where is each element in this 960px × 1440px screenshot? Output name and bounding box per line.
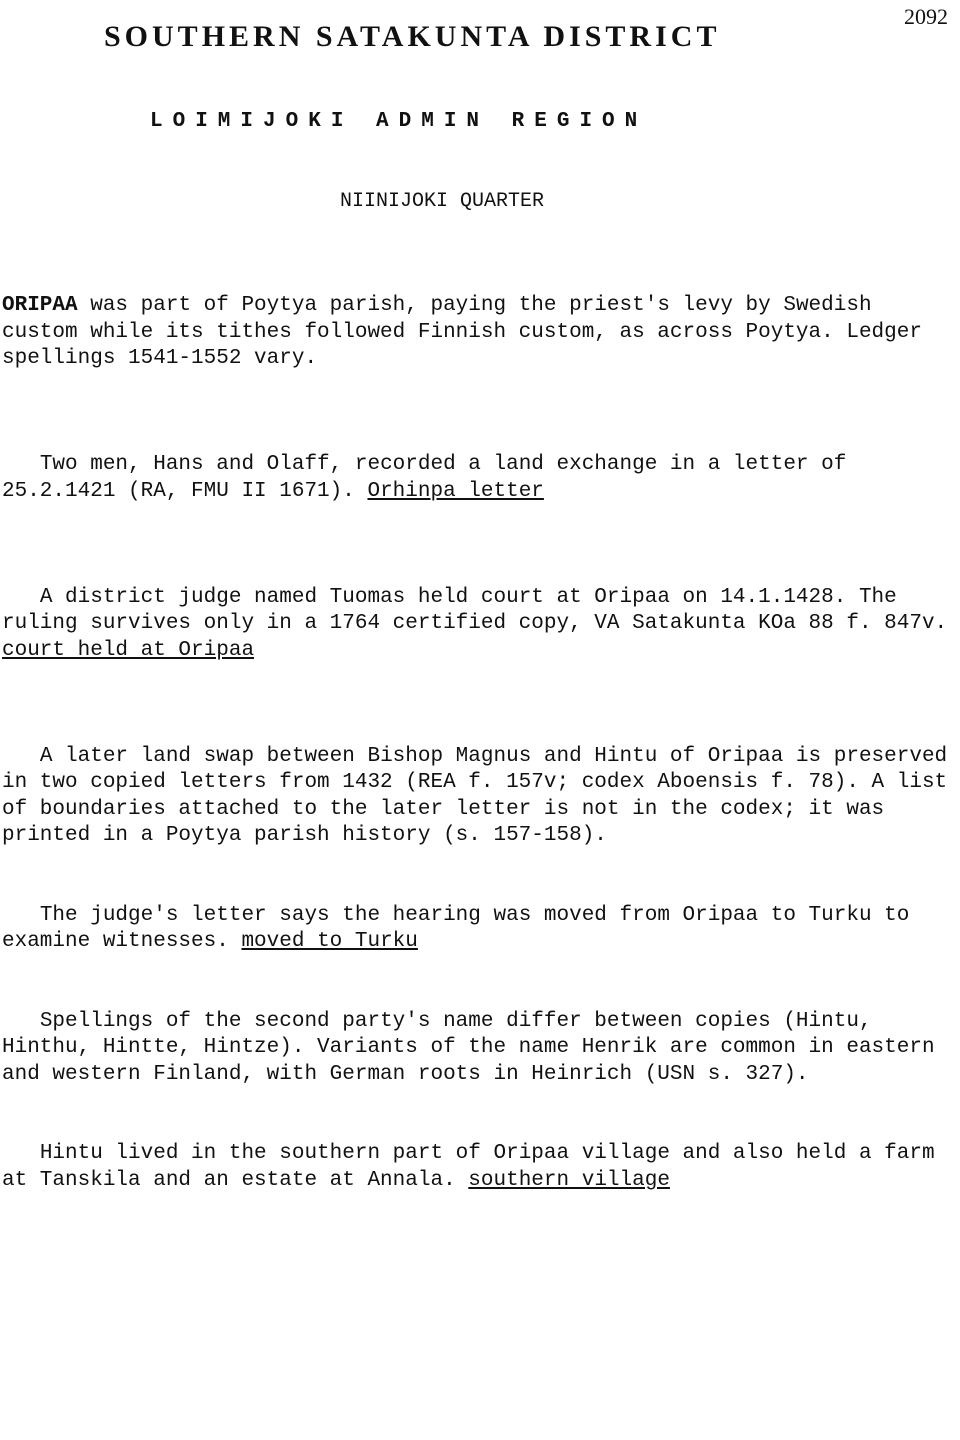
paragraph-text: The judge's letter says the hearing was moved from Oripaa to Turku to examine witnesses. (2, 903, 922, 953)
underlined-reference: Orhinpa letter (367, 479, 544, 503)
underlined-reference: moved to Turku (241, 930, 418, 953)
paragraph-text: Hintu lived in the southern part of Oripaa village and also held a farm at Tanskila and an estate at Annala. (2, 1142, 948, 1192)
paragraph-text: was part of Poytya parish, paying the priest's levy by Swedish custom while its tithes followed Finnish custom, as across Poytya. Ledger spellings 1541-1552 vary. (2, 294, 935, 370)
paragraph-court-session (2, 585, 952, 665)
document-body (2, 240, 960, 1247)
paragraph-text: A later land swap between Bishop Magnus and Hintu of Oripaa is preserved in two copied letters from 1432 (REA f. 157v; codex Aboensis f. 78). A list of boundaries attached to the later letter is not in the codex; it was printed in a Poytya parish history (s. 157-158). (2, 744, 960, 847)
paragraph-land-exchange (2, 452, 952, 505)
paragraph-bishop-exchange (2, 744, 960, 850)
page-subtitle: LOIMIJOKI ADMIN REGION (150, 110, 648, 133)
paragraph-lead: ORIPAA (2, 294, 78, 317)
paragraph-text: Spellings of the second party's name differ between copies (Hintu, Hinthu, Hintte, Hintze). Variants of the name Henrik are common in eastern and western Finland, with German roots in Heinrich (USN s. 327). (2, 1009, 948, 1086)
underlined-reference: southern village (468, 1168, 670, 1192)
paragraph-name-variants (2, 1009, 952, 1089)
page-number: 2092 (904, 4, 948, 29)
paragraph-text: A district judge named Tuomas held court at Oripaa on 14.1.1428. The ruling survives only in a 1764 certified copy, VA Satakunta KOa 88 f. 847v. (2, 585, 948, 635)
paragraph-hintu-residence (2, 1141, 952, 1194)
paragraph-text: Two men, Hans and Olaff, recorded a land exchange in a letter of 25.2.1421 (RA, FMU II 1671). (2, 453, 859, 503)
paragraph-judge-letter (2, 903, 952, 956)
page-title: SOUTHERN SATAKUNTA DISTRICT (104, 20, 721, 53)
underlined-reference: court held at Oripaa (2, 638, 255, 662)
paragraph-oripaa (2, 293, 952, 373)
section-heading: NIINIJOKI QUARTER (340, 190, 545, 213)
